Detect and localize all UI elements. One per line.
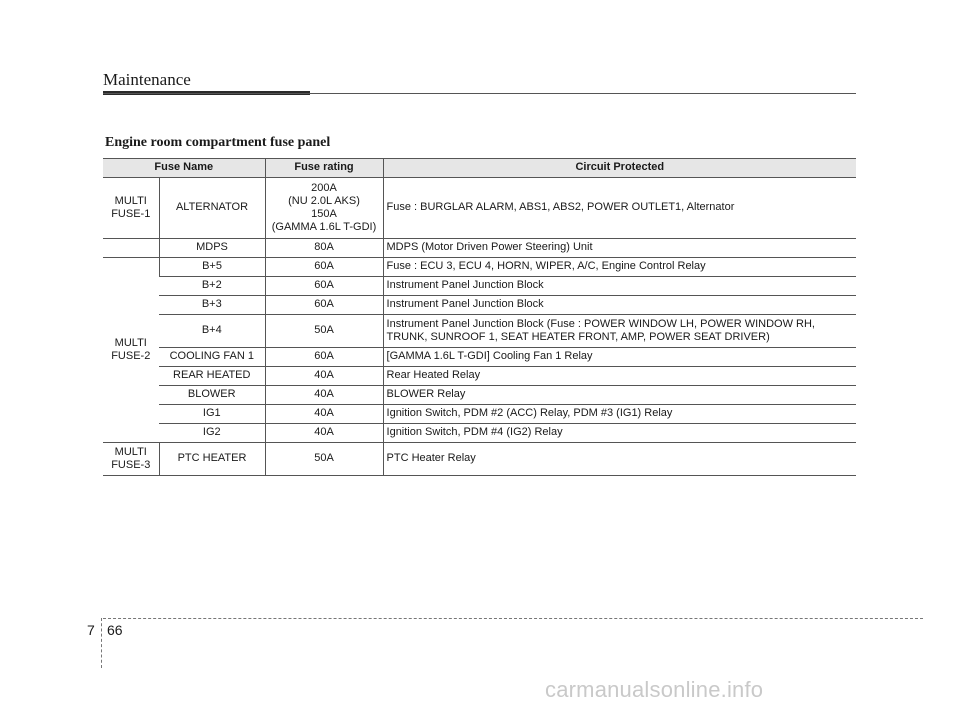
table-row xyxy=(103,258,856,277)
fuse-name-cell: IG2 xyxy=(159,424,265,443)
circuit-protected-cell: Rear Heated Relay xyxy=(383,367,856,386)
fuse-name-cell: B+3 xyxy=(159,296,265,315)
fuse-rating-cell: 50A xyxy=(265,315,383,348)
circuit-protected-cell: Instrument Panel Junction Block xyxy=(383,277,856,296)
circuit-protected-cell: Fuse : BURGLAR ALARM, ABS1, ABS2, POWER OUTLET1, Alternator xyxy=(383,178,856,239)
fuse-name-cell: ALTERNATOR xyxy=(159,178,265,239)
chapter-number: 7 xyxy=(87,622,95,638)
table-row xyxy=(103,239,856,258)
fuse-name-cell: MDPS xyxy=(159,239,265,258)
circuit-protected-cell: MDPS (Motor Driven Power Steering) Unit xyxy=(383,239,856,258)
fuse-name-cell: BLOWER xyxy=(159,386,265,405)
fuse-rating-cell: 40A xyxy=(265,386,383,405)
fuse-group-name: MULTI FUSE-2 xyxy=(103,258,159,443)
fuse-rating-cell: 60A xyxy=(265,258,383,277)
table-row xyxy=(103,315,856,348)
column-header-circuit-protected: Circuit Protected xyxy=(383,159,856,178)
fuse-group-name: MULTI FUSE-3 xyxy=(103,443,159,476)
column-header-fuse-rating: Fuse rating xyxy=(265,159,383,178)
fuse-table xyxy=(103,158,856,476)
fuse-name-cell: REAR HEATED xyxy=(159,367,265,386)
fuse-name-cell: IG1 xyxy=(159,405,265,424)
table-row xyxy=(103,277,856,296)
fuse-table-body xyxy=(103,178,856,476)
fuse-rating-cell: 60A xyxy=(265,296,383,315)
table-row xyxy=(103,424,856,443)
table-row xyxy=(103,405,856,424)
watermark-text: carmanualsonline.info xyxy=(545,677,764,702)
page-header-title: Maintenance xyxy=(103,70,191,89)
circuit-protected-cell: [GAMMA 1.6L T-GDI] Cooling Fan 1 Relay xyxy=(383,348,856,367)
fuse-name-cell: B+2 xyxy=(159,277,265,296)
fuse-rating-cell: 80A xyxy=(265,239,383,258)
fuse-rating-cell: 200A (NU 2.0L AKS) 150A (GAMMA 1.6L T-GDI) xyxy=(265,178,383,239)
fuse-rating-cell: 40A xyxy=(265,405,383,424)
fuse-name-cell: B+4 xyxy=(159,315,265,348)
table-row xyxy=(103,443,856,476)
circuit-protected-cell: Instrument Panel Junction Block xyxy=(383,296,856,315)
fuse-rating-cell: 50A xyxy=(265,443,383,476)
table-header-row xyxy=(103,159,856,178)
circuit-protected-cell: Instrument Panel Junction Block (Fuse : POWER WINDOW LH, POWER WINDOW RH, TRUNK, SUNROOF 1, SEAT HEATER FRONT, AMP, POWER SEAT DRIVER) xyxy=(383,315,856,348)
fuse-rating-cell: 60A xyxy=(265,348,383,367)
footer-rule xyxy=(103,618,923,619)
circuit-protected-cell: PTC Heater Relay xyxy=(383,443,856,476)
table-row xyxy=(103,386,856,405)
column-header-fuse-name: Fuse Name xyxy=(103,159,265,178)
table-row xyxy=(103,367,856,386)
page-number: 66 xyxy=(107,622,123,638)
table-row xyxy=(103,178,856,239)
circuit-protected-cell: BLOWER Relay xyxy=(383,386,856,405)
fuse-rating-cell: 40A xyxy=(265,424,383,443)
table-row xyxy=(103,348,856,367)
table-row xyxy=(103,296,856,315)
circuit-protected-cell: Ignition Switch, PDM #2 (ACC) Relay, PDM #3 (IG1) Relay xyxy=(383,405,856,424)
section-title: Engine room compartment fuse panel xyxy=(105,135,331,150)
circuit-protected-cell: Ignition Switch, PDM #4 (IG2) Relay xyxy=(383,424,856,443)
fuse-name-cell: COOLING FAN 1 xyxy=(159,348,265,367)
circuit-protected-cell: Fuse : ECU 3, ECU 4, HORN, WIPER, A/C, Engine Control Relay xyxy=(383,258,856,277)
fuse-group-name xyxy=(103,239,159,258)
fuse-rating-cell: 40A xyxy=(265,367,383,386)
fuse-name-cell: B+5 xyxy=(159,258,265,277)
fuse-name-cell: PTC HEATER xyxy=(159,443,265,476)
fuse-group-name: MULTI FUSE-1 xyxy=(103,178,159,239)
fuse-rating-cell: 60A xyxy=(265,277,383,296)
header-rule xyxy=(103,93,856,94)
footer-vertical-rule xyxy=(101,618,102,668)
